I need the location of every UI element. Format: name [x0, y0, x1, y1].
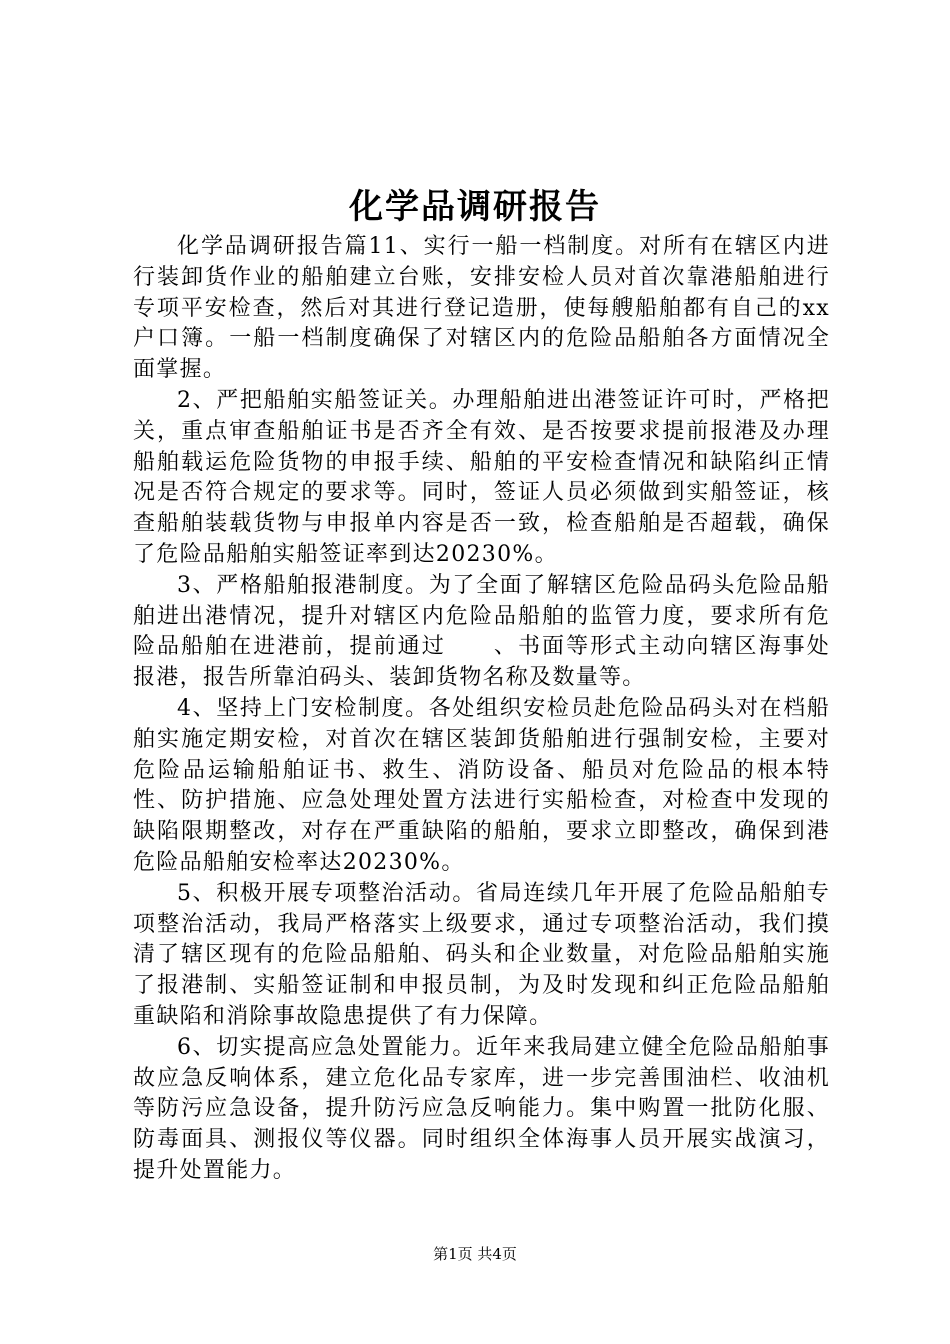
paragraph-4: 4、坚持上门安检制度。各处组织安检员赴危险品码头对在档船舶实施定期安检，对首次在辖区装卸货船舶进行强制安检，主要对危险品运输船舶证书、救生、消防设备、船员对危险品的根本特性、防护措施、应急处理处置方法进行实船检查，对检查中发现的缺陷限期整改，对存在严重缺陷的船舶，要求立即整改，确保到港危险品船舶安检率达20230%。 [133, 695, 830, 875]
document-body [133, 232, 830, 1187]
paragraph-3: 3、严格船舶报港制度。为了全面了解辖区危险品码头危险品船舶进出港情况，提升对辖区内危险品船舶的监管力度，要求所有危险品船舶在进港前，提前通过 、书面等形式主动向辖区海事处报港，报告所靠泊码头、装卸货物名称及数量等。 [133, 572, 830, 691]
page-title: 化学品调研报告 [349, 187, 601, 227]
paragraph-5: 5、积极开展专项整治活动。省局连续几年开展了危险品船舶专项整治活动，我局严格落实上级要求，通过专项整治活动，我们摸清了辖区现有的危险品船舶、码头和企业数量，对危险品船舶实施了报港制、实船签证制和申报员制，为及时发现和纠正危险品船舶重缺陷和消除事故隐患提供了有力保障。 [133, 880, 830, 1029]
paragraph-2: 2、严把船舶实船签证关。办理船舶进出港签证许可时，严格把关，重点审查船舶证书是否齐全有效、是否按要求提前报港及办理船舶载运危险货物的申报手续、船舶的平安检查情况和缺陷纠正情况是否符合规定的要求等。同时，签证人员必须做到实船签证，核查船舶装载货物与申报单内容是否一致，检查船舶是否超载，确保了危险品船舶实船签证率到达20230%。 [133, 387, 830, 567]
paragraph-1: 化学品调研报告篇11、实行一船一档制度。对所有在辖区内进行装卸货作业的船舶建立台账，安排安检人员对首次靠港船舶进行专项平安检查，然后对其进行登记造册，使每艘船舶都有自己的xx户口簿。一船一档制度确保了对辖区内的危险品船舶各方面情况全面掌握。 [133, 234, 830, 383]
page-footer: 第1页 共4页 [433, 1245, 517, 1263]
paragraph-6: 6、切实提高应急处置能力。近年来我局建立健全危险品船舶事故应急反响体系，建立危化品专家库，进一步完善围油栏、收油机等防污应急设备，提升防污应急反响能力。集中购置一批防化服、防毒面具、测报仪等仪器。同时组织全体海事人员开展实战演习，提升处置能力。 [133, 1034, 830, 1183]
